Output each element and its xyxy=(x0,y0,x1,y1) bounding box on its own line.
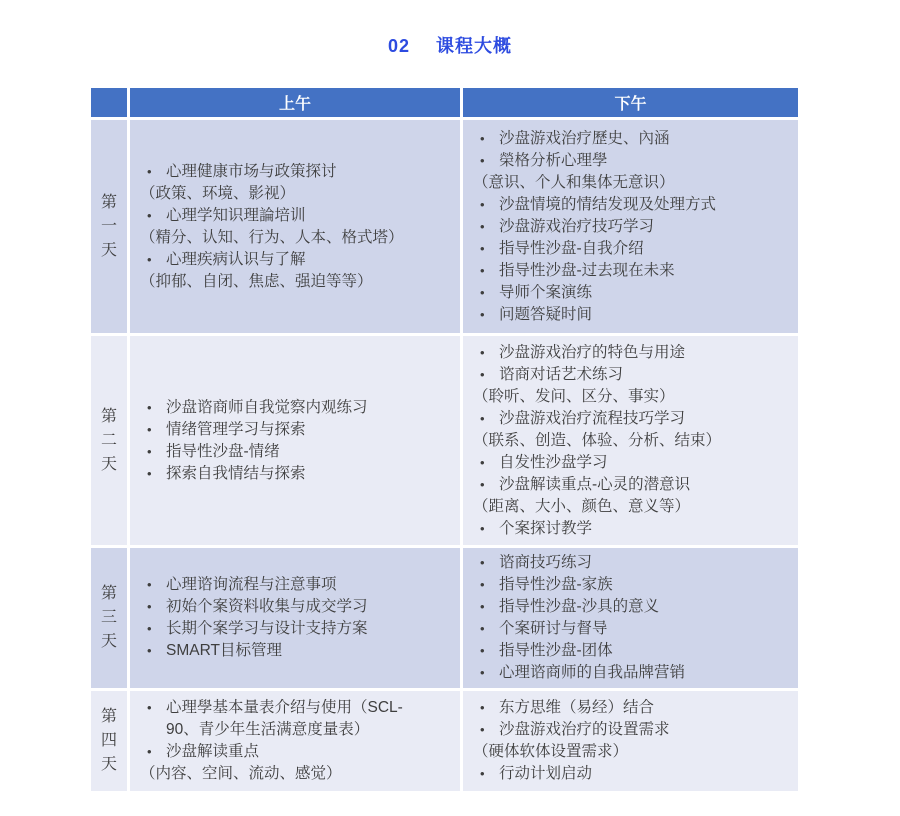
cell-content xyxy=(471,128,790,326)
bullet-icon: • xyxy=(147,744,152,759)
bullet-item xyxy=(471,282,790,304)
bullet-icon: • xyxy=(480,410,485,426)
item-text: 长期个案学习与设计支持方案 xyxy=(166,620,368,637)
item-text: 指导性沙盘-家族 xyxy=(499,576,613,593)
continuation-line: （意识、个人和集体无意识） xyxy=(473,173,675,191)
bullet-item xyxy=(471,238,790,260)
bullet-item xyxy=(471,194,790,216)
header-corner-cell xyxy=(91,88,127,117)
bullet-icon: • xyxy=(147,251,152,267)
continuation-line: （联系、创造、体验、分析、结束） xyxy=(473,431,722,449)
bullet-item xyxy=(138,596,452,618)
bullet-item xyxy=(138,205,452,227)
bullet-icon: • xyxy=(147,599,152,614)
item-text: 指导性沙盘-团体 xyxy=(499,642,613,659)
continuation-line: （硬体软体设置需求） xyxy=(473,743,629,760)
bullet-icon: • xyxy=(147,163,152,179)
item-text: 心理谘商师的自我品牌营销 xyxy=(499,664,686,681)
bullet-item xyxy=(471,552,790,574)
bullet-icon: • xyxy=(480,555,485,570)
item-text: 沙盘解读重点 xyxy=(166,743,260,760)
bullet-icon: • xyxy=(480,599,485,614)
day-label: 第二天 xyxy=(100,407,117,473)
day-label-cell xyxy=(91,120,127,333)
bullet-item xyxy=(138,397,452,419)
item-text: 问题答疑时间 xyxy=(499,305,593,323)
cell-content xyxy=(471,552,790,684)
morning-cell xyxy=(130,691,460,791)
cell-content xyxy=(138,161,452,293)
day-label: 第一天 xyxy=(100,193,117,259)
bullet-icon: • xyxy=(147,465,152,481)
bullet-icon: • xyxy=(480,218,485,234)
item-text: 榮格分析心理學 xyxy=(499,151,608,169)
bullet-item xyxy=(471,763,790,785)
item-text: 指导性沙盘-过去现在未来 xyxy=(499,261,675,279)
item-text: 情绪管理学习与探索 xyxy=(166,420,306,438)
bullet-icon: • xyxy=(147,700,152,715)
bullet-icon: • xyxy=(480,621,485,636)
bullet-icon: • xyxy=(480,476,485,492)
title-text: 课程大概 xyxy=(436,36,513,56)
item-text: 心理疾病认识与了解 xyxy=(166,250,306,268)
bullet-icon: • xyxy=(480,306,485,322)
bullet-icon: • xyxy=(480,722,485,737)
bullet-icon: • xyxy=(480,344,485,360)
bullet-icon: • xyxy=(147,621,152,636)
bullet-icon: • xyxy=(147,577,152,592)
row-day-2 xyxy=(91,336,798,545)
continuation-line: 90、青少年生活满意度量表） xyxy=(166,721,370,738)
bullet-item xyxy=(138,419,452,441)
bullet-icon: • xyxy=(480,454,485,470)
item-text: SMART目标管理 xyxy=(166,642,282,659)
day-label-cell xyxy=(91,691,127,791)
item-text: 谘商对话艺术练习 xyxy=(499,365,624,383)
bullet-icon: • xyxy=(480,577,485,592)
bullet-item xyxy=(471,719,790,741)
bullet-item xyxy=(138,574,452,596)
item-text: 沙盘游戏治疗流程技巧学习 xyxy=(499,409,686,427)
bullet-icon: • xyxy=(147,421,152,437)
bullet-item xyxy=(471,640,790,662)
bullet-item xyxy=(138,161,452,183)
bullet-item xyxy=(471,662,790,684)
bullet-item xyxy=(471,574,790,596)
afternoon-cell xyxy=(463,548,798,688)
item-text: 行动计划启动 xyxy=(499,765,593,782)
item-text: 心理谘询流程与注意事项 xyxy=(166,576,337,593)
bullet-item xyxy=(138,618,452,640)
morning-cell xyxy=(130,120,460,333)
bullet-icon: • xyxy=(480,130,485,146)
item-text: 心理健康市场与政策探讨 xyxy=(166,162,337,180)
bullet-item xyxy=(138,697,452,719)
course-schedule-table xyxy=(88,85,801,794)
bullet-icon: • xyxy=(480,700,485,715)
bullet-item xyxy=(471,596,790,618)
bullet-item xyxy=(138,741,452,763)
bullet-icon: • xyxy=(480,284,485,300)
bullet-item xyxy=(471,408,790,430)
item-text: 个案探讨教学 xyxy=(499,519,593,537)
bullet-item xyxy=(471,474,790,496)
morning-cell xyxy=(130,336,460,545)
continuation-line: （精分、认知、行为、人本、格式塔） xyxy=(140,228,404,246)
continuation-line: （聆听、发问、区分、事实） xyxy=(473,387,675,405)
item-text: 心理學基本量表介绍与使用（SCL- xyxy=(166,699,403,716)
bullet-item xyxy=(471,150,790,172)
bullet-item xyxy=(471,618,790,640)
item-text: 沙盘谘商师自我觉察内观练习 xyxy=(166,398,368,416)
afternoon-cell xyxy=(463,120,798,333)
header-morning: 上午 xyxy=(130,88,460,117)
cell-content xyxy=(138,397,452,485)
bullet-item xyxy=(471,128,790,150)
item-text: 沙盘游戏治疗歷史、內涵 xyxy=(499,129,670,147)
bullet-item xyxy=(471,518,790,540)
cell-content xyxy=(138,697,452,785)
day-label: 第四天 xyxy=(100,708,117,773)
cell-content xyxy=(471,342,790,540)
item-text: 沙盘解读重点-心灵的潜意识 xyxy=(499,475,691,493)
item-text: 个案研讨与督导 xyxy=(499,620,608,637)
bullet-icon: • xyxy=(480,240,485,256)
item-text: 指导性沙盘-沙具的意义 xyxy=(499,598,660,615)
row-day-3 xyxy=(91,548,798,688)
item-text: 自发性沙盘学习 xyxy=(499,453,608,471)
item-text: 东方思维（易经）结合 xyxy=(499,699,655,716)
bullet-item xyxy=(471,364,790,386)
bullet-icon: • xyxy=(147,399,152,415)
afternoon-cell xyxy=(463,691,798,791)
day-label-cell xyxy=(91,336,127,545)
title-number: 02 xyxy=(387,36,411,56)
bullet-icon: • xyxy=(480,366,485,382)
header-afternoon: 下午 xyxy=(463,88,798,117)
cell-content xyxy=(138,574,452,662)
row-day-4 xyxy=(91,691,798,791)
bullet-icon: • xyxy=(480,665,485,680)
bullet-item xyxy=(138,640,452,662)
item-text: 探索自我情结与探索 xyxy=(166,464,306,482)
afternoon-cell xyxy=(463,336,798,545)
bullet-item xyxy=(471,216,790,238)
item-text: 心理学知识理論培训 xyxy=(166,206,306,224)
bullet-item xyxy=(138,249,452,271)
bullet-icon: • xyxy=(147,643,152,658)
day-label: 第三天 xyxy=(100,585,117,650)
bullet-item xyxy=(471,304,790,326)
header-row xyxy=(91,88,798,117)
bullet-item xyxy=(471,342,790,364)
continuation-line: （内容、空间、流动、感觉） xyxy=(140,765,342,782)
item-text: 沙盘游戏治疗的特色与用途 xyxy=(499,343,686,361)
bullet-item xyxy=(471,697,790,719)
bullet-icon: • xyxy=(480,262,485,278)
continuation-line: （政策、环境、影视） xyxy=(140,184,296,202)
bullet-item xyxy=(138,463,452,485)
item-text: 谘商技巧练习 xyxy=(499,554,593,571)
item-text: 沙盘游戏治疗技巧学习 xyxy=(499,217,655,235)
row-day-1 xyxy=(91,120,798,333)
continuation-line: （距离、大小、颜色、意义等） xyxy=(473,497,691,515)
item-text: 指导性沙盘-情绪 xyxy=(166,442,280,460)
bullet-icon: • xyxy=(480,152,485,168)
day-label-cell xyxy=(91,548,127,688)
bullet-icon: • xyxy=(480,196,485,212)
bullet-icon: • xyxy=(480,643,485,658)
cell-content xyxy=(471,697,790,785)
morning-cell xyxy=(130,548,460,688)
bullet-item xyxy=(471,452,790,474)
page-title xyxy=(0,32,900,58)
continuation-line: （抑郁、自闭、焦虑、强迫等等） xyxy=(140,272,373,290)
item-text: 导师个案演练 xyxy=(499,283,593,301)
bullet-item xyxy=(471,260,790,282)
bullet-icon: • xyxy=(480,520,485,536)
bullet-icon: • xyxy=(147,207,152,223)
bullet-icon: • xyxy=(480,766,485,781)
bullet-icon: • xyxy=(147,443,152,459)
item-text: 初始个案资料收集与成交学习 xyxy=(166,598,368,615)
bullet-item xyxy=(138,441,452,463)
item-text: 指导性沙盘-自我介绍 xyxy=(499,239,644,257)
item-text: 沙盘游戏治疗的设置需求 xyxy=(499,721,670,738)
item-text: 沙盘情境的情结发现及处理方式 xyxy=(499,195,717,213)
